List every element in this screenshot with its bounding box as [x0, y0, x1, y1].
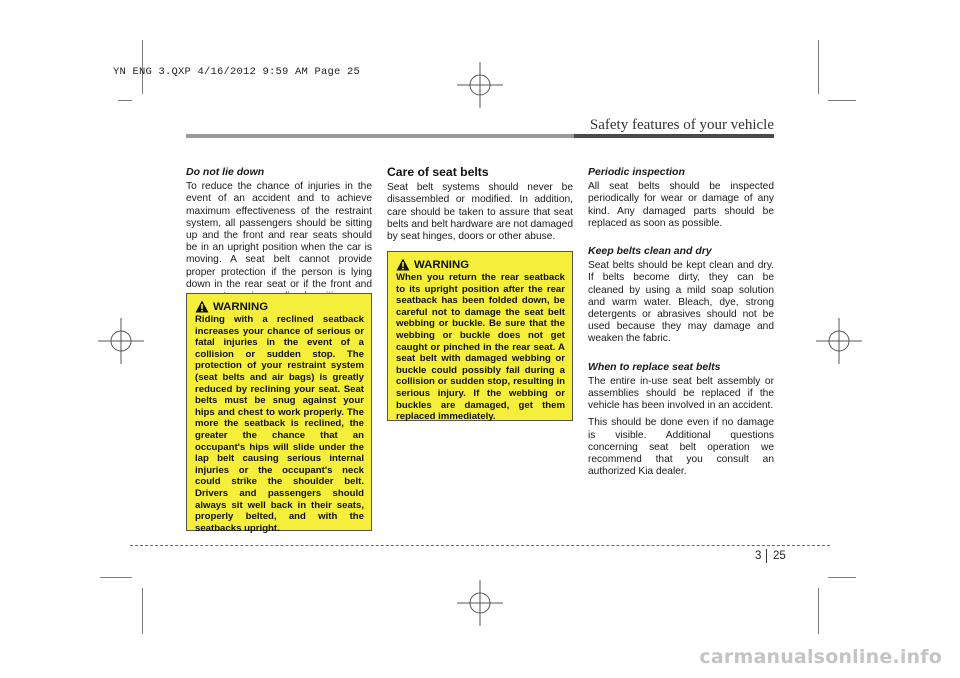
page-number-divider	[766, 549, 767, 563]
subheading-when-to-replace: When to replace seat belts	[588, 360, 721, 373]
warning-header	[195, 300, 364, 313]
chapter-number: 3	[755, 550, 762, 562]
warning-triangle-icon	[396, 258, 410, 271]
warning-header	[396, 258, 565, 271]
paragraph-do-not-lie-down: To reduce the chance of injuries in the event of an accident and to achieve maximum effectiveness of the restraint system, all passengers should be sitting up and the front and rear seats should be in an upright position when the car is moving. A seat belt cannot provide proper protection if the person is lying down in the rear seat or if the front and	[186, 181, 372, 290]
paragraph-when-to-replace: This should be done even if no damage is visible. Additional questions concerning seat belt operation we recommend that you consult an authorized Kia dealer.	[588, 417, 774, 478]
footer-rule	[130, 545, 830, 546]
crop-mark	[818, 588, 819, 634]
subheading-do-not-lie-down: Do not lie down	[186, 166, 265, 178]
warning-box-rear-seatback	[387, 251, 573, 421]
registration-crosshair-icon	[816, 318, 862, 364]
registration-crosshair-icon	[457, 580, 503, 626]
section-title: Safety features of your vehicle	[589, 117, 774, 133]
page-number: 25	[773, 550, 786, 562]
warning-text: When you return the rear seatback to its upright position after the rear seatback has been folded down, be careful not to damage the seat belt webbing or buckle. Be sure that the webbing or buckle does not get caught or pinched in the rear seat. A seat belt with damaged webbing or buckle could possibly fail during a collision or sudden stop, resulting in serious injury. If the webbing or buckles are damaged, get them replaced immediately.	[396, 272, 565, 423]
paragraph-keep-belts-clean: Seat belts should be kept clean and dry. If belts become dirty, they can be cleaned by using a mild soap solution and warm water. Bleach, dye, strong detergents or abrasives should not be used because they may damage and weaken the fabric.	[588, 260, 774, 345]
crop-mark	[100, 577, 132, 578]
paragraph-periodic-inspection: All seat belts should be inspected periodically for wear or damage of any kind. Any damaged parts should be replaced as soon as possible.	[588, 181, 774, 229]
crop-mark	[818, 40, 819, 94]
warning-triangle-icon	[195, 300, 209, 313]
subheading-keep-belts-clean: Keep belts clean and dry	[588, 245, 712, 258]
crop-mark	[118, 100, 132, 101]
column-1	[186, 166, 372, 308]
warning-title: WARNING	[213, 300, 269, 313]
column-3	[588, 166, 774, 483]
paragraph-care-of-seat-belts: Seat belt systems should never be disassembled or modified. In addition, care should be taken to assure that seat belts and belt hardware are not damaged by seat hinges, doors or other abuse.	[387, 182, 573, 243]
watermark: carmanualsonline.info	[699, 646, 942, 668]
registration-crosshair-icon	[457, 62, 503, 108]
warning-box-reclined-seatback	[186, 293, 372, 534]
subheading-periodic-inspection: Periodic inspection	[588, 166, 685, 178]
crop-mark	[142, 588, 143, 634]
print-slug: YN ENG 3.QXP 4/16/2012 9:59 AM Page 25	[113, 66, 361, 78]
crop-mark	[828, 577, 856, 578]
registration-crosshair-icon	[98, 318, 144, 364]
header-rule	[186, 134, 774, 138]
warning-text: Riding with a reclined seatback increases your chance of serious or fatal injuries in the event of a collision or sudden stop. The protection of your restraint system (seat belts and air bags) is greatly reduced by reclining your seat. Seat belts must be snug against your hips and chest to work properly. The more the seatback is reclined, the greater the chance that an occupant's hips will slide under the lap belt causing serious internal injuries or the occupant's neck could strike the shoulder belt. Drivers and passengers should always sit well back in their seats, properly belted, and with the seatbacks upright.	[195, 314, 364, 534]
heading-care-of-seat-belts: Care of seat belts	[387, 165, 489, 179]
paragraph-when-to-replace: The entire in-use seat belt assembly or assemblies should be replaced if the vehicle has been involved in an accident.	[588, 375, 774, 412]
warning-title: WARNING	[414, 258, 470, 271]
crop-mark	[828, 100, 856, 101]
column-2	[387, 166, 573, 248]
